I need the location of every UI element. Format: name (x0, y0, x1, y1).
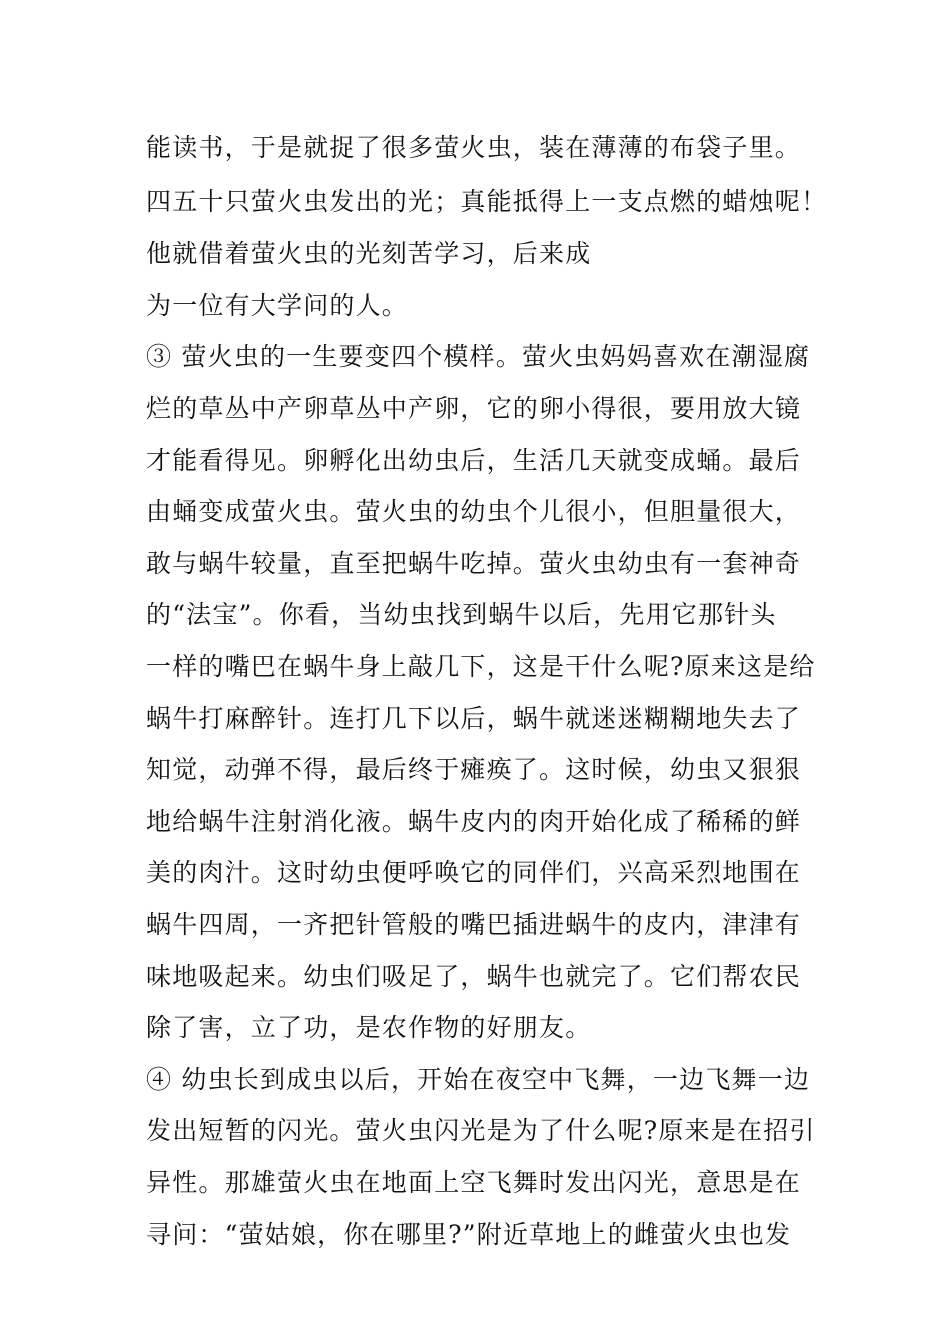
text-line: 寻问：“萤姑娘，你在哪里?”附近草地上的雌萤火虫也发 (146, 1220, 792, 1249)
text-line: 异性。那雄萤火虫在地面上空飞舞时发出闪光，意思是在 (146, 1168, 802, 1197)
text-line: 的“法宝”。你看，当幼虫找到蜗牛以后，先用它那针头 (146, 600, 777, 629)
text-line: 知觉，动弹不得，最后终于瘫痪了。这时候，幼虫又狠狠 (146, 755, 802, 784)
text-line: 美的肉汁。这时幼虫便呼唤它的同伴们，兴高采烈地围在 (146, 858, 802, 887)
text-line: 他就借着萤火虫的光刻苦学习，后来成 (146, 239, 592, 268)
text-line: 地给蜗牛注射消化液。蜗牛皮内的肉开始化成了稀稀的鲜 (146, 807, 802, 836)
text-line: 由蛹变成萤火虫。萤火虫的幼虫个儿很小，但胆量很大， (146, 497, 802, 526)
text-line: 发出短暂的闪光。萤火虫闪光是为了什么呢?原来是在招引 (146, 1116, 816, 1145)
paragraph-4-start: ④ 幼虫长到成虫以后，开始在夜空中飞舞，一边飞舞一边 (146, 1065, 811, 1094)
text-line: 蜗牛打麻醉针。连打几下以后，蜗牛就迷迷糊糊地失去了 (146, 704, 802, 733)
text-line: 一样的嘴巴在蜗牛身上敲几下，这是干什么呢?原来这是给 (146, 652, 816, 681)
text-line: 味地吸起来。幼虫们吸足了，蜗牛也就完了。它们帮农民 (146, 962, 802, 991)
paragraph-3-start: ③ 萤火虫的一生要变四个模样。萤火虫妈妈喜欢在潮湿腐 (146, 342, 811, 371)
text-line: 能读书，于是就捉了很多萤火虫，装在薄薄的布袋子里。 (146, 133, 802, 162)
text-line: 烂的草丛中产卵草丛中产卵，它的卵小得很，要用放大镜 (146, 394, 802, 423)
text-line: 才能看得见。卵孵化出幼虫后，生活几天就变成蛹。最后 (146, 446, 802, 475)
text-line: 敢与蜗牛较量，直至把蜗牛吃掉。萤火虫幼虫有一套神奇 (146, 549, 802, 578)
text-line: 四五十只萤火虫发出的光；真能抵得上一支点燃的蜡烛呢！ (146, 187, 828, 216)
text-line: 除了害，立了功，是农作物的好朋友。 (146, 1013, 592, 1042)
text-line: 蜗牛四周，一齐把针管般的嘴巴插进蜗牛的皮内，津津有 (146, 910, 802, 939)
text-line: 为一位有大学问的人。 (146, 291, 409, 320)
